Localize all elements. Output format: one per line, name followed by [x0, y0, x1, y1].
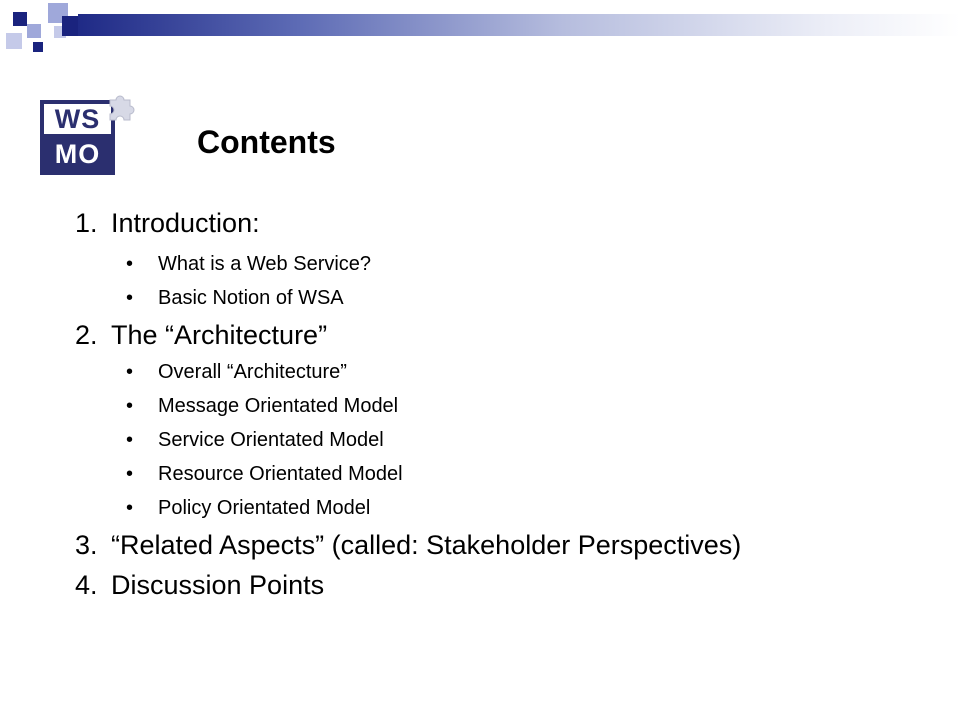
bullet-icon: •	[126, 497, 134, 519]
contents-item-discussion-points	[75, 565, 935, 605]
contents-item-related-aspects	[75, 525, 935, 565]
logo-text-bottom: MO	[54, 139, 101, 169]
sub-item	[75, 281, 935, 315]
sub-item	[75, 491, 935, 525]
sub-item	[75, 389, 935, 423]
sub-item-label: Service Orientated Model	[158, 429, 384, 451]
bullet-icon: •	[126, 463, 134, 485]
item-number: 2.	[75, 320, 98, 350]
decor-square-pale	[6, 33, 22, 49]
bullet-icon: •	[126, 395, 134, 417]
item-number: 1.	[75, 208, 98, 238]
decor-square-lavender	[27, 24, 41, 38]
sub-list	[75, 247, 935, 315]
sub-list	[75, 355, 935, 525]
sub-item-label: Basic Notion of WSA	[158, 287, 344, 309]
sub-item-label: Overall “Architecture”	[158, 361, 347, 383]
sub-item-label: Message Orientated Model	[158, 395, 399, 417]
sub-item-label: Resource Orientated Model	[158, 463, 403, 485]
contents-list	[75, 203, 935, 605]
bullet-icon: •	[126, 287, 134, 309]
sub-item-label: What is a Web Service?	[158, 253, 372, 275]
item-label: “Related Aspects” (called: Stakeholder Perspectives)	[111, 530, 742, 560]
item-label: Discussion Points	[111, 570, 325, 600]
bullet-icon: •	[126, 253, 134, 275]
item-label: Introduction:	[111, 208, 260, 238]
logo-text-top: WS	[44, 104, 111, 134]
contents-item-introduction	[75, 203, 935, 247]
bullet-icon: •	[126, 429, 134, 451]
wsmo-logo	[40, 100, 132, 178]
sub-item	[75, 457, 935, 491]
sub-item	[75, 355, 935, 389]
item-number: 3.	[75, 530, 98, 560]
bullet-icon: •	[126, 361, 134, 383]
puzzle-piece-icon	[104, 90, 138, 124]
sub-item	[75, 247, 935, 281]
item-number: 4.	[75, 570, 98, 600]
item-label: The “Architecture”	[111, 320, 328, 350]
header-gradient-bar	[78, 14, 960, 36]
decor-square-navy	[33, 42, 43, 52]
slide-title: Contents	[197, 124, 336, 160]
sub-item-label: Policy Orientated Model	[158, 497, 371, 519]
contents-item-architecture	[75, 315, 935, 355]
decor-square-navy	[13, 12, 27, 26]
sub-item	[75, 423, 935, 457]
